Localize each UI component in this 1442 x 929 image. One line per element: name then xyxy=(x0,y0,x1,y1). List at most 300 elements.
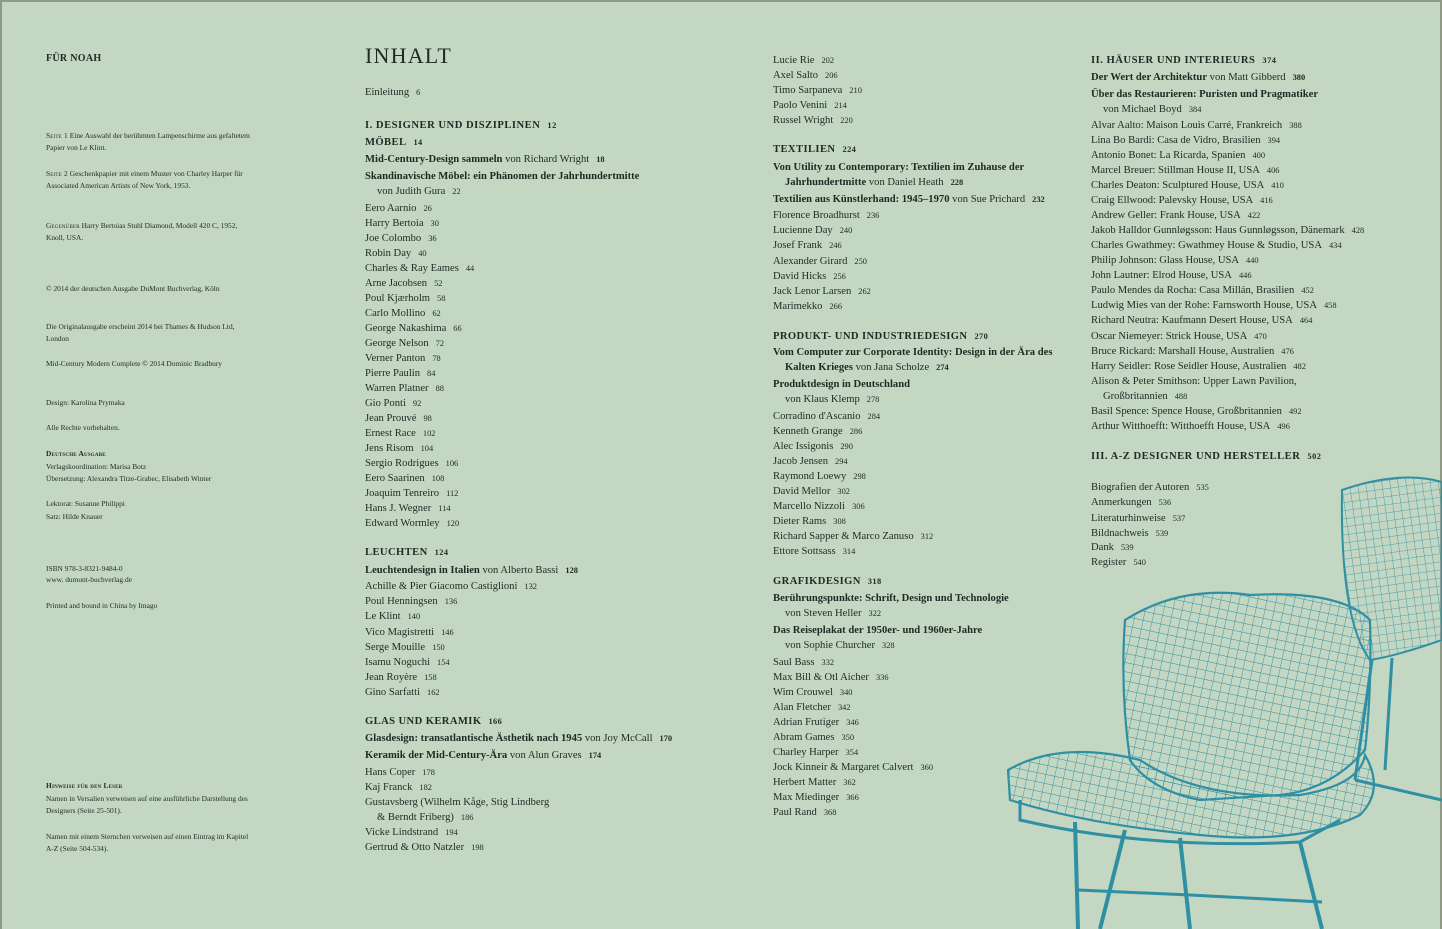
toc-entry[interactable] xyxy=(365,202,432,215)
toc-entry[interactable] xyxy=(773,806,836,819)
toc-entry-title: Saul Bass xyxy=(773,657,815,668)
toc-entry-title: Jahrhundertmitte xyxy=(785,177,867,188)
toc-page-number: 312 xyxy=(920,532,934,541)
toc-page-number: 26 xyxy=(423,204,432,213)
toc-page-number: 162 xyxy=(427,688,440,697)
toc-page-number: 342 xyxy=(837,703,851,712)
toc-entry-title: Poul Kjærholm xyxy=(365,293,431,304)
toc-page-number: 302 xyxy=(837,487,850,496)
toc-page-number: 284 xyxy=(867,412,881,421)
toc-entry[interactable] xyxy=(1091,134,1280,147)
toc-entry[interactable] xyxy=(365,626,454,639)
toc-page-number: 12 xyxy=(547,121,557,130)
toc-entry-title: Jacob Jensen xyxy=(773,456,829,467)
imprint-line xyxy=(46,793,256,818)
toc-entry[interactable] xyxy=(1091,405,1302,418)
toc-entry-title: Richard Sapper & Marco Zanuso xyxy=(773,531,914,542)
toc-entry-author: von Jana Scholze xyxy=(852,362,930,373)
toc-entry-title: Von Utility zu Contemporary: Textilien im Zuhause der xyxy=(773,162,1025,173)
toc-entry-title: Der Wert der Architektur xyxy=(1091,72,1208,83)
toc-entry[interactable] xyxy=(773,776,856,789)
imprint-text: Harry Bertoias Stuhl Diamond, Modell 420 C, 1952, Knoll, USA. xyxy=(46,221,238,243)
toc-page-number: 452 xyxy=(1301,286,1314,295)
toc-entry-title: Richard Neutra: Kaufmann Desert House, USA xyxy=(1091,315,1293,326)
toc-entry[interactable] xyxy=(1091,88,1318,101)
toc-entry[interactable] xyxy=(773,791,859,804)
toc-entry-title: & Berndt Friberg) xyxy=(377,812,454,823)
toc-entry[interactable] xyxy=(1091,420,1290,433)
toc-entry[interactable] xyxy=(773,455,848,468)
toc-entry-title: Achille & Pier Giacomo Castiglioni xyxy=(365,581,518,592)
toc-page-number: 166 xyxy=(488,717,503,726)
toc-page-number: 476 xyxy=(1281,347,1294,356)
toc-entry[interactable] xyxy=(365,86,420,99)
toc-page-number: 540 xyxy=(1133,558,1146,567)
toc-entry[interactable] xyxy=(773,84,862,97)
toc-entry[interactable] xyxy=(773,361,949,374)
toc-entry-title: Vico Magistretti xyxy=(365,627,435,638)
toc-entry[interactable] xyxy=(1091,299,1337,312)
toc-page-number: 535 xyxy=(1196,483,1209,492)
toc-page-number: 400 xyxy=(1252,151,1266,160)
toc-entry[interactable] xyxy=(365,382,444,395)
toc-entry-title: Alec Issigonis xyxy=(773,441,834,452)
toc-page-number: 318 xyxy=(867,577,882,586)
toc-entry-title: GLAS UND KERAMIK xyxy=(365,716,482,727)
toc-entry[interactable] xyxy=(773,410,880,423)
toc-entry-title: Eero Aarnio xyxy=(365,203,417,214)
toc-entry-title: Oscar Niemeyer: Strick House, USA xyxy=(1091,331,1248,342)
toc-entry[interactable] xyxy=(773,54,834,67)
toc-page-number: 182 xyxy=(419,783,432,792)
toc-page-number: 458 xyxy=(1323,301,1337,310)
toc-entry-title: Marimekko xyxy=(773,301,823,312)
toc-page-number: 496 xyxy=(1277,422,1290,431)
toc-page-number: 314 xyxy=(842,547,856,556)
toc-entry-title: PRODUKT- UND INDUSTRIEDESIGN xyxy=(773,331,968,342)
toc-entry[interactable] xyxy=(773,330,988,343)
toc-entry[interactable] xyxy=(773,393,879,406)
toc-page-number: 84 xyxy=(427,369,436,378)
toc-entry[interactable] xyxy=(773,425,862,438)
toc-entry-author: von Sue Prichard xyxy=(949,194,1026,205)
toc-entry[interactable] xyxy=(773,515,846,528)
toc-entry[interactable] xyxy=(773,69,838,82)
toc-entry[interactable] xyxy=(773,239,842,252)
toc-entry[interactable] xyxy=(365,352,441,365)
toc-entry-title: Axel Salto xyxy=(773,70,819,81)
toc-entry-title: David Mellor xyxy=(773,486,831,497)
toc-page-number: 346 xyxy=(846,718,859,727)
toc-page-number: 354 xyxy=(845,748,859,757)
toc-entry-title: Harry Seidler: Rose Seidler House, Australien xyxy=(1091,361,1287,372)
toc-entry[interactable] xyxy=(773,255,867,268)
imprint-text: Namen mit einem Sternchen verweisen auf einen Eintrag im Kapitel A-Z (Seite 504-534). xyxy=(46,832,249,854)
toc-entry-title: LEUCHTEN xyxy=(365,547,428,558)
toc-entry[interactable] xyxy=(365,781,432,794)
toc-entry[interactable] xyxy=(773,716,859,729)
toc-entry[interactable] xyxy=(365,564,578,577)
toc-entry-author: von Alberto Bassi xyxy=(479,565,559,576)
imprint-line xyxy=(46,831,256,856)
toc-page-number: 112 xyxy=(446,489,459,498)
toc-entry-title: Berührungspunkte: Schrift, Design und Technologie xyxy=(773,593,1009,604)
toc-entry[interactable] xyxy=(365,811,473,824)
toc-entry-title: Gino Sarfatti xyxy=(365,687,421,698)
imprint-line xyxy=(46,321,256,346)
toc-page-number: 206 xyxy=(825,71,838,80)
toc-entry[interactable] xyxy=(773,731,854,744)
toc-entry[interactable] xyxy=(365,487,458,500)
toc-entry[interactable] xyxy=(365,796,549,809)
toc-entry[interactable] xyxy=(773,209,879,222)
toc-page-number: 104 xyxy=(420,444,434,453)
toc-entry[interactable] xyxy=(1091,254,1259,267)
toc-page-number: 308 xyxy=(833,517,846,526)
toc-entry[interactable] xyxy=(365,153,605,166)
toc-page-number: 6 xyxy=(416,88,421,97)
toc-entry-title: Produktdesign in Deutschland xyxy=(773,379,910,390)
toc-entry-title: Verner Panton xyxy=(365,353,426,364)
toc-entry[interactable] xyxy=(773,99,847,112)
toc-entry-title: Pierre Paulin xyxy=(365,368,421,379)
toc-entry[interactable] xyxy=(365,427,435,440)
toc-page-number: 464 xyxy=(1299,316,1313,325)
toc-page-number: 88 xyxy=(435,384,444,393)
toc-entry-title: Ettore Sottsass xyxy=(773,546,836,557)
toc-entry-title: Arne Jacobsen xyxy=(365,278,428,289)
toc-entry-title: John Lautner: Elrod House, USA xyxy=(1091,270,1232,281)
toc-page-number: 502 xyxy=(1307,452,1322,461)
toc-page-number: 136 xyxy=(444,597,458,606)
toc-page-number: 52 xyxy=(434,279,443,288)
toc-entry[interactable] xyxy=(773,346,1052,359)
toc-page-number: 434 xyxy=(1328,241,1342,250)
toc-entry[interactable] xyxy=(773,300,842,313)
toc-entry[interactable] xyxy=(773,485,850,498)
toc-entry[interactable] xyxy=(1091,103,1201,116)
toc-entry[interactable] xyxy=(365,641,445,654)
toc-page-number: 482 xyxy=(1293,362,1306,371)
toc-entry[interactable] xyxy=(773,575,882,588)
toc-entry-title: Marcello Nizzoli xyxy=(773,501,846,512)
toc-entry[interactable] xyxy=(773,224,852,237)
toc-entry-title: Lucienne Day xyxy=(773,225,833,236)
toc-page-number: 322 xyxy=(868,609,882,618)
toc-entry[interactable] xyxy=(773,270,846,283)
toc-entry-title: Jock Kinneir & Margaret Calvert xyxy=(773,762,914,773)
toc-entry[interactable] xyxy=(773,530,933,543)
toc-entry-title: Paul Rand xyxy=(773,807,817,818)
toc-page-number: 66 xyxy=(453,324,462,333)
imprint-label: Gegenüber xyxy=(46,221,80,230)
toc-entry-title: Einleitung xyxy=(365,87,410,98)
toc-entry[interactable] xyxy=(1091,164,1279,177)
toc-page-number: 120 xyxy=(446,519,460,528)
toc-page-number: 446 xyxy=(1238,271,1252,280)
toc-entry-title: Craig Ellwood: Palevsky House, USA xyxy=(1091,195,1254,206)
toc-entry[interactable] xyxy=(365,732,672,745)
toc-page-number: 536 xyxy=(1158,498,1172,507)
toc-page-number: 539 xyxy=(1155,529,1169,538)
toc-page-number: 294 xyxy=(835,457,848,466)
toc-entry[interactable] xyxy=(365,322,462,335)
toc-entry-title: Mid-Century-Design sammeln xyxy=(365,154,503,165)
toc-entry-title: Vom Computer zur Corporate Identity: Design in der Ära des xyxy=(773,347,1053,358)
toc-entry[interactable] xyxy=(773,176,963,189)
toc-page-number: 470 xyxy=(1254,332,1267,341)
toc-entry[interactable] xyxy=(365,546,448,559)
toc-entry-title: Herbert Matter xyxy=(773,777,837,788)
toc-entry[interactable] xyxy=(365,292,445,305)
toc-entry[interactable] xyxy=(773,193,1045,206)
toc-entry[interactable] xyxy=(1091,330,1267,343)
toc-entry-title: Sergio Rodrigues xyxy=(365,458,439,469)
toc-entry-title: Florence Broadhurst xyxy=(773,210,860,221)
toc-entry[interactable] xyxy=(1091,314,1312,327)
toc-entry[interactable] xyxy=(365,442,433,455)
toc-entry-title: Robin Day xyxy=(365,248,412,259)
toc-entry[interactable] xyxy=(365,671,437,684)
toc-entry[interactable] xyxy=(365,766,435,779)
toc-entry[interactable] xyxy=(365,277,442,290)
imprint-text: © 2014 der deutschen Ausgabe DuMont Buchverlag, Köln xyxy=(46,284,220,293)
toc-page-number: 366 xyxy=(846,793,859,802)
toc-entry[interactable] xyxy=(1091,269,1252,282)
toc-entry[interactable] xyxy=(1091,375,1297,388)
imprint-text: Verlagskoordination: Marisa Botz xyxy=(46,462,147,471)
toc-entry-author: von Joy McCall xyxy=(582,733,653,744)
toc-entry[interactable] xyxy=(365,841,484,854)
toc-entry-title: MÖBEL xyxy=(365,137,407,148)
toc-entry-title: Paulo Mendes da Rocha: Casa Millán, Brasilien xyxy=(1091,285,1295,296)
toc-entry[interactable] xyxy=(1091,345,1294,358)
toc-entry[interactable] xyxy=(365,119,557,132)
toc-entry[interactable] xyxy=(1091,209,1260,222)
toc-entry[interactable] xyxy=(365,170,639,183)
toc-entry-title: I. DESIGNER UND DISZIPLINEN xyxy=(365,120,541,131)
toc-entry[interactable] xyxy=(365,232,437,245)
toc-page-number: 332 xyxy=(821,658,835,667)
toc-entry-title: Le Klint xyxy=(365,611,401,622)
toc-entry-title: Antonio Bonet: La Ricarda, Spanien xyxy=(1091,150,1246,161)
toc-page-number: 422 xyxy=(1247,211,1261,220)
toc-entry[interactable] xyxy=(1091,54,1276,67)
toc-title: INHALT xyxy=(365,43,453,68)
toc-page-number: 232 xyxy=(1032,195,1045,204)
toc-entry-title: Alexander Girard xyxy=(773,256,848,267)
toc-entry-title: Jens Risom xyxy=(365,443,414,454)
toc-page-number: 286 xyxy=(849,427,863,436)
toc-entry[interactable] xyxy=(1091,390,1187,403)
imprint-line xyxy=(46,130,256,155)
toc-entry-title: von Judith Gura xyxy=(377,186,446,197)
toc-page-number: 36 xyxy=(428,234,437,243)
toc-page-number: 146 xyxy=(441,628,454,637)
toc-entry-title: Biografien der Autoren xyxy=(1091,482,1190,493)
toc-entry[interactable] xyxy=(1091,450,1321,463)
toc-entry[interactable] xyxy=(1091,119,1302,132)
toc-entry[interactable] xyxy=(773,701,851,714)
toc-entry-title: Textilien aus Künstlerhand: 1945–1970 xyxy=(773,194,950,205)
toc-page-number: 128 xyxy=(565,566,578,575)
toc-entry-title: Glasdesign: transatlantische Ästhetik nach 1945 xyxy=(365,733,583,744)
toc-entry[interactable] xyxy=(773,470,866,483)
toc-entry[interactable] xyxy=(773,285,871,298)
toc-entry[interactable] xyxy=(773,500,865,513)
toc-page-number: 262 xyxy=(858,287,871,296)
toc-page-number: 380 xyxy=(1292,73,1306,82)
toc-entry-title: Dieter Rams xyxy=(773,516,827,527)
toc-page-number: 240 xyxy=(839,226,853,235)
imprint-line xyxy=(46,397,256,409)
imprint-text: Printed and bound in China by Imago xyxy=(46,601,158,610)
toc-page-number: 106 xyxy=(445,459,459,468)
toc-entry[interactable] xyxy=(365,136,423,149)
toc-entry-title: Gustavsberg (Wilhelm Kåge, Stig Lindberg xyxy=(365,797,550,808)
toc-page-number: 410 xyxy=(1271,181,1284,190)
toc-entry[interactable] xyxy=(773,671,889,684)
toc-entry[interactable] xyxy=(773,161,1024,174)
toc-entry-title: Joaquim Tenreiro xyxy=(365,488,440,499)
toc-entry-title: Warren Platner xyxy=(365,383,429,394)
toc-entry-title: Serge Mouille xyxy=(365,642,426,653)
toc-page-number: 488 xyxy=(1174,392,1188,401)
toc-page-number: 22 xyxy=(452,187,461,196)
toc-entry[interactable] xyxy=(365,307,441,320)
toc-page-number: 30 xyxy=(430,219,439,228)
toc-entry-title: Kalten Krieges xyxy=(785,362,853,373)
toc-entry[interactable] xyxy=(365,595,457,608)
toc-entry[interactable] xyxy=(773,686,852,699)
toc-entry[interactable] xyxy=(773,592,1009,605)
toc-entry-title: Paolo Venini xyxy=(773,100,828,111)
toc-entry-title: Philip Johnson: Glass House, USA xyxy=(1091,255,1240,266)
toc-entry[interactable] xyxy=(365,656,450,669)
toc-entry[interactable] xyxy=(773,761,933,774)
toc-entry[interactable] xyxy=(773,143,856,156)
imprint-text: Deutsche Ausgabe xyxy=(46,449,106,458)
toc-entry[interactable] xyxy=(773,607,881,620)
toc-entry[interactable] xyxy=(1091,71,1305,84)
toc-entry-title: Über das Restaurieren: Puristen und Pragmatiker xyxy=(1091,89,1319,100)
toc-entry[interactable] xyxy=(773,746,858,759)
toc-entry[interactable] xyxy=(365,472,444,485)
toc-page-number: 72 xyxy=(435,339,445,348)
imprint-text: ISBN 978-3-8321-9484-0 xyxy=(46,564,123,573)
toc-entry-title: Das Reiseplakat der 1950er- und 1960er-Jahre xyxy=(773,625,983,636)
toc-page-number: 18 xyxy=(596,155,605,164)
imprint-line xyxy=(46,283,256,295)
toc-entry-title: Vicke Lindstrand xyxy=(365,827,439,838)
toc-entry[interactable] xyxy=(365,247,427,260)
toc-entry[interactable] xyxy=(365,715,502,728)
toc-entry-title: Gio Ponti xyxy=(365,398,406,409)
toc-entry[interactable] xyxy=(365,502,451,515)
toc-entry[interactable] xyxy=(773,639,895,652)
toc-entry[interactable] xyxy=(773,545,855,558)
toc-entry[interactable] xyxy=(773,114,853,127)
toc-entry-title: Jean Prouvé xyxy=(365,413,417,424)
toc-entry-title: von Michael Boyd xyxy=(1103,104,1182,115)
toc-page-number: 539 xyxy=(1120,543,1134,552)
toc-entry[interactable] xyxy=(365,412,432,425)
toc-entry-title: von Klaus Klemp xyxy=(785,394,860,405)
toc-entry[interactable] xyxy=(365,185,461,198)
toc-entry-title: Anmerkungen xyxy=(1091,497,1152,508)
toc-entry[interactable] xyxy=(773,656,834,669)
imprint-line xyxy=(46,498,256,510)
toc-entry[interactable] xyxy=(773,440,853,453)
imprint-line xyxy=(46,780,256,792)
toc-page-number: 102 xyxy=(422,429,436,438)
imprint-label: Seite 2 xyxy=(46,169,68,178)
toc-entry-title: Ludwig Mies van der Rohe: Farnsworth House, USA xyxy=(1091,300,1317,311)
toc-page-number: 492 xyxy=(1288,407,1302,416)
toc-entry-title: Andrew Geller: Frank House, USA xyxy=(1091,210,1241,221)
toc-entry[interactable] xyxy=(1091,360,1306,373)
toc-page-number: 114 xyxy=(438,504,451,513)
toc-entry[interactable] xyxy=(365,217,439,230)
toc-entry-title: Ernest Race xyxy=(365,428,416,439)
toc-entry[interactable] xyxy=(365,262,474,275)
toc-entry-title: Charles Gwathmey: Gwathmey House & Studio, USA xyxy=(1091,240,1322,251)
toc-entry[interactable] xyxy=(365,610,420,623)
toc-entry[interactable] xyxy=(773,378,910,391)
toc-entry[interactable] xyxy=(1091,194,1273,207)
toc-page-number: 14 xyxy=(413,138,423,147)
toc-entry-title: GRAFIKDESIGN xyxy=(773,576,861,587)
toc-entry-title: Literaturhinweise xyxy=(1091,513,1166,524)
toc-entry-title: Skandinavische Möbel: ein Phänomen der Jahrhundertmitte xyxy=(365,171,640,182)
toc-entry-title: Edward Wormley xyxy=(365,518,440,529)
toc-entry-author: von Richard Wright xyxy=(502,154,590,165)
toc-entry[interactable] xyxy=(1091,224,1364,237)
toc-entry[interactable] xyxy=(365,749,601,762)
toc-entry-title: Hans J. Wegner xyxy=(365,503,432,514)
toc-entry[interactable] xyxy=(365,826,458,839)
toc-entry-title: Charley Harper xyxy=(773,747,839,758)
toc-entry-title: von Sophie Churcher xyxy=(785,640,876,651)
imprint-text: Design: Karolina Prymaka xyxy=(46,398,125,407)
toc-entry[interactable] xyxy=(365,580,537,593)
toc-entry[interactable] xyxy=(365,397,421,410)
imprint-text: Satz: Hilde Knauer xyxy=(46,512,103,521)
toc-entry[interactable] xyxy=(773,624,982,637)
toc-entry[interactable] xyxy=(365,517,459,530)
toc-entry[interactable] xyxy=(365,457,458,470)
toc-entry-title: Max Miedinger xyxy=(773,792,840,803)
toc-page-number: 98 xyxy=(423,414,432,423)
imprint-text: Mid-Century Modern Complete © 2014 Dominic Bradbury xyxy=(46,359,222,368)
toc-entry[interactable] xyxy=(1091,284,1314,297)
toc-entry[interactable] xyxy=(1091,149,1265,162)
toc-page-number: 298 xyxy=(853,472,866,481)
toc-entry-title: von Steven Heller xyxy=(785,608,862,619)
toc-page-number: 306 xyxy=(852,502,865,511)
toc-entry-title: Joe Colombo xyxy=(365,233,422,244)
toc-page-number: 154 xyxy=(437,658,450,667)
imprint-line xyxy=(46,422,256,434)
toc-page-number: 406 xyxy=(1266,166,1280,175)
toc-entry[interactable] xyxy=(365,686,440,699)
toc-entry[interactable] xyxy=(1091,179,1284,192)
toc-entry-title: Abram Games xyxy=(773,732,835,743)
toc-page-number: 360 xyxy=(920,763,933,772)
toc-entry[interactable] xyxy=(365,337,444,350)
toc-entry[interactable] xyxy=(1091,239,1342,252)
toc-entry[interactable] xyxy=(365,367,435,380)
